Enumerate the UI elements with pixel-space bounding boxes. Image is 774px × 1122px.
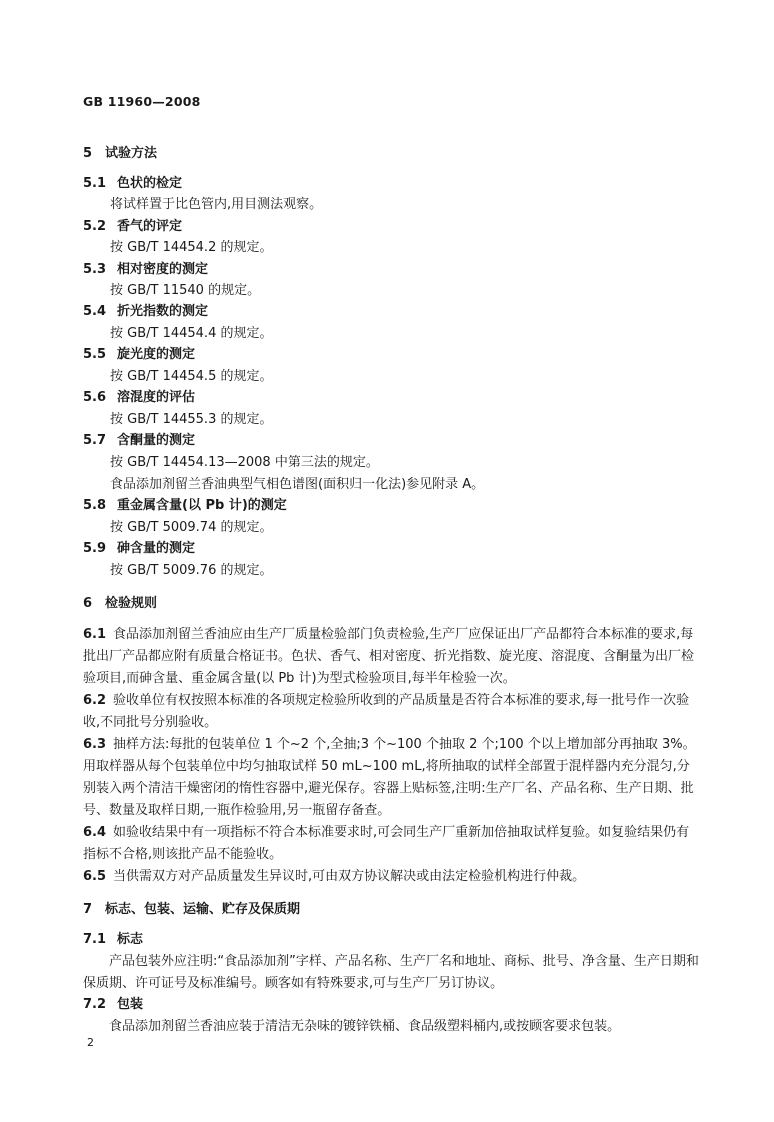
section-6-4-paragraph: 6.4 如验收结果中有一项指标不符合本标准要求时,可会同生产厂重新加倍抽取试样复验。如复验结果仍有指标不合格,则该批产品不能验收。 [83,825,690,862]
standard-number-header: GB 11960—2008 [83,94,201,109]
section-5-5-body: 按 GB/T 14454.5 的规定。 [110,369,273,384]
section-5-8-body: 按 GB/T 5009.74 的规定。 [110,520,273,535]
section-6-5-paragraph: 6.5 当供需双方对产品质量发生异议时,可由双方协议解决或由法定检验机构进行仲裁。 [83,869,586,884]
section-5-6-heading: 5.6 溶混度的评估 [83,390,196,405]
section-6-heading: 6 检验规则 [83,596,158,611]
section-5-4-body: 按 GB/T 14454.4 的规定。 [110,326,273,341]
section-7-2-heading: 7.2 包装 [83,997,144,1012]
section-7-1-heading: 7.1 标志 [83,932,144,947]
section-6-1-paragraph: 6.1 食品添加剂留兰香油应由生产厂质量检验部门负责检验,生产厂应保证出厂产品都符合本标准的要求,每批出厂产品都应附有质量合格证书。色状、香气、相对密度、折光指数、旋光度、溶混度、含酮量为出厂检验项目,而砷含量、重金属含量(以 Pb 计)为型式检验项目,每半年检验一次。 [83,627,695,686]
section-5-7-body-2: 食品添加剂留兰香油典型气相色谱图(面积归一化法)参见附录 A。 [110,477,485,492]
section-7-1-paragraph: 产品包装外应注明:“食品添加剂”字样、产品名称、生产厂名和地址、商标、批号、净含量、生产日期和保质期、许可证号及标准编号。顾客如有特殊要求,可与生产厂另订协议。 [83,954,699,991]
section-5-7-heading: 5.7 含酮量的测定 [83,433,196,448]
section-7-2-paragraph: 食品添加剂留兰香油应装于清洁无杂味的镀锌铁桶、食品级塑料桶内,或按顾客要求包装。 [109,1019,621,1034]
section-5-4-heading: 5.4 折光指数的测定 [83,304,209,319]
section-5-3-heading: 5.3 相对密度的测定 [83,262,209,277]
section-5-8-heading: 5.8 重金属含量(以 Pb 计)的测定 [83,498,287,513]
section-5-2-heading: 5.2 香气的评定 [83,219,183,234]
section-5-9-body: 按 GB/T 5009.76 的规定。 [110,563,273,578]
section-5-1-heading: 5.1 色状的检定 [83,176,183,191]
section-6-2-paragraph: 6.2 验收单位有权按照本标准的各项规定检验所收到的产品质量是否符合本标准的要求,每一批号作一次验收,不同批号分别验收。 [83,693,690,730]
section-5-heading: 5 试验方法 [83,146,158,161]
section-5-9-heading: 5.9 砷含量的测定 [83,541,196,556]
section-7-heading: 7 标志、包装、运输、贮存及保质期 [83,902,301,917]
section-5-3-body: 按 GB/T 11540 的规定。 [110,283,261,298]
section-5-5-heading: 5.5 旋光度的测定 [83,347,196,362]
section-5-6-body: 按 GB/T 14455.3 的规定。 [110,412,273,427]
section-5-2-body: 按 GB/T 14454.2 的规定。 [110,240,273,255]
section-6-3-paragraph: 6.3 抽样方法:每批的包装单位 1 个~2 个,全抽;3 个~100 个抽取 2 个;100 个以上增加部分再抽取 3%。用取样器从每个包装单位中均匀抽取试样 50 mL~100 mL,将所抽取的试样全部置于混样器内充分混匀,分别装入两个清洁干燥密闭的惰性容器中,避光保存。容器上贴标签,注明:生产厂名、产品名称、生产日期、批号、数量及取样日期,一瓶作检验用,另一瓶留存备查。 [83,737,696,818]
section-5-7-body-1: 按 GB/T 14454.13—2008 中第三法的规定。 [110,455,379,470]
section-5-1-body: 将试样置于比色管内,用目测法观察。 [110,197,323,212]
page-number: 2 [87,1036,94,1049]
